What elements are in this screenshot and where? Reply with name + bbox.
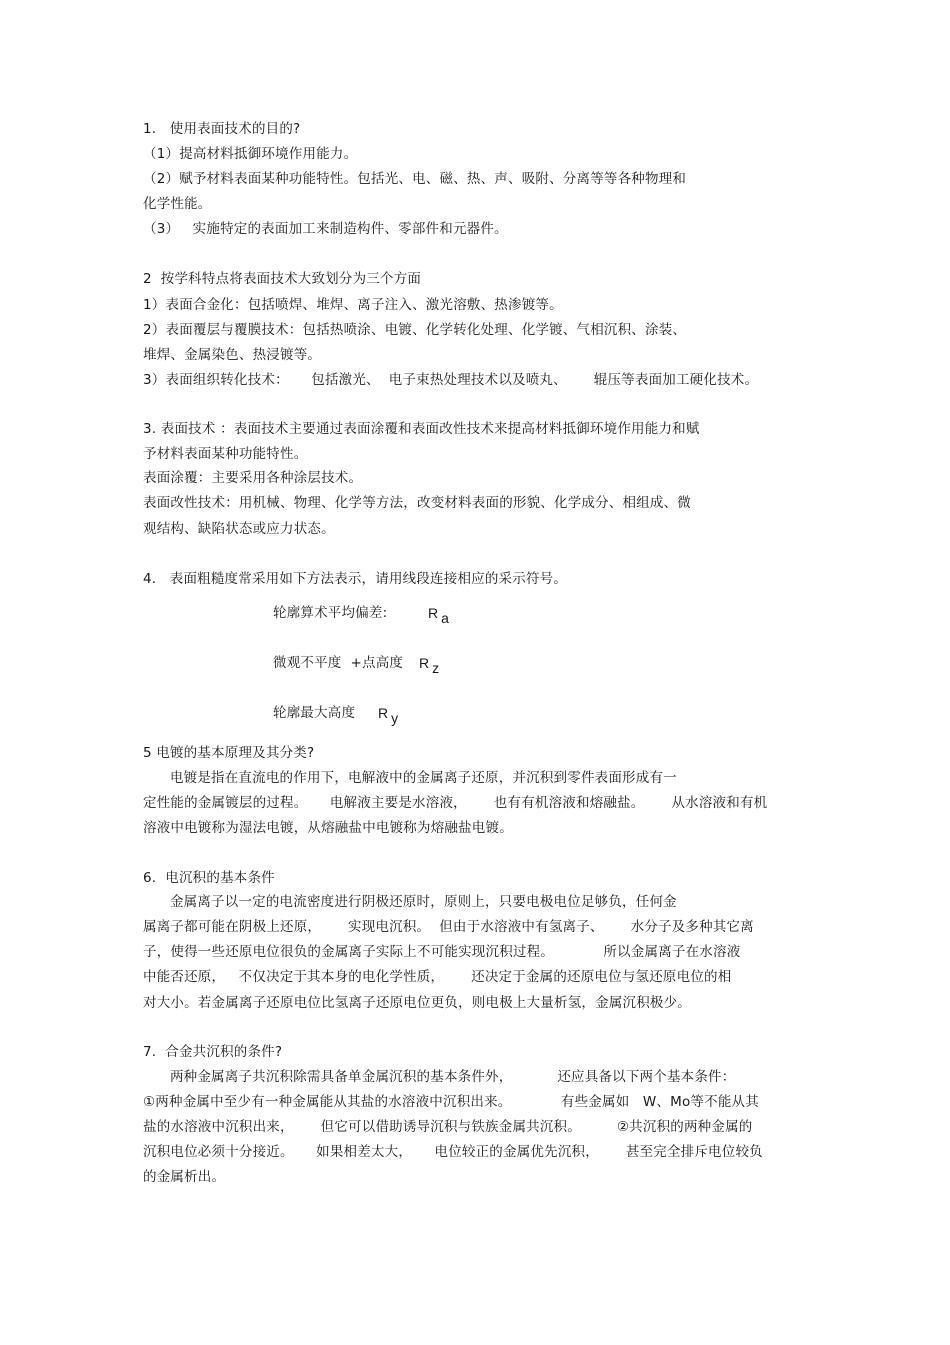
q6-line-4: 中能否还原， 不仅决定于其本身的电化学性质， 还决定于金属的还原电位与氢还原电位的相 [143, 969, 732, 985]
q1-line-1: （1）提高材料抵御环境作用能力。 [143, 146, 358, 162]
q6-line-3: 子，使得一些还原电位很负的金属离子实际上不可能实现沉积过程。 所以金属离子在水溶液 [143, 944, 741, 960]
q2-line-4: 3）表面组织转化技术： 包括激光、 电子束热处理技术以及喷丸、 辊压等表面加工硬化技术。 [143, 372, 759, 388]
q6-line-5: 对大小。若金属离子还原电位比氢离子还原电位更负，则电极上大量析氢，金属沉积极少。 [143, 995, 691, 1011]
q5-title: 5 电镀的基本原理及其分类? [143, 745, 315, 761]
q1-title: 1. 使用表面技术的目的? [143, 121, 301, 137]
q3-line-5: 观结构、缺陷状态或应力状态。 [143, 521, 335, 537]
roughness-symbol: R y [378, 705, 399, 726]
q2-title: 2 按学科特点将表面技术大致划分为三个方面 [143, 271, 422, 287]
q5-line-2: 定性能的金属镀层的过程。 电解液主要是水溶液， 也有有机溶液和熔融盐。 从水溶液和有机 [143, 795, 768, 811]
q2-line-2: 2）表面覆层与覆膜技术：包括热喷涂、电镀、化学转化处理、化学镀、气相沉积、涂装、 [143, 322, 687, 338]
q5-line-1: 电镀是指在直流电的作用下，电解液中的金属离子还原，并沉积到零件表面形成有一 [143, 770, 677, 786]
q6-line-1: 金属离子以一定的电流密度进行阴极还原时，原则上，只要电极电位足够负，任何金 [143, 894, 677, 910]
q7-line-1: 两种金属离子共沉积除需具备单金属沉积的基本条件外， 还应具备以下两个基本条件： [143, 1069, 736, 1085]
q6-title: 6. 电沉积的基本条件 [143, 870, 275, 886]
q2-line-1: 1）表面合金化：包括喷焊、堆焊、离子注入、激光溶敷、热渗镀等。 [143, 297, 563, 313]
q5-line-3: 溶液中电镀称为湿法电镀，从熔融盐中电镀称为熔融盐电镀。 [143, 820, 513, 836]
q4-item-label: 轮廓算术平均偏差: [273, 605, 388, 621]
q3-line-4: 表面改性技术：用机械、物理、化学等方法，改变材料表面的形貌、化学成分、相组成、微 [143, 495, 691, 511]
roughness-symbol: R a [428, 605, 449, 626]
q7-line-2: ①两种金属中至少有一种金属能从其盐的水溶液中沉积出来。 有些金属如 W、Mo等不能从其 [143, 1094, 759, 1110]
q1-line-3: 化学性能。 [143, 196, 212, 212]
q3-line-1: 3. 表面技术 ：表面技术主要通过表面涂覆和表面改性技术来提高材料抵御环境作用能力和赋 [143, 421, 700, 437]
q3-line-2: 予材料表面某种功能特性。 [143, 446, 308, 462]
roughness-symbol: R z [419, 655, 440, 676]
q4-title: 4. 表面粗糙度常采用如下方法表示，请用线段连接相应的采示符号。 [143, 571, 568, 587]
q7-line-4: 沉积电位必须十分接近。 如果相差太大， 电位较正的金属优先沉积， 甚至完全排斥电位较负 [143, 1144, 763, 1160]
q2-line-3: 堆焊、金属染色、热浸镀等。 [143, 347, 322, 363]
q1-line-2: （2）赋予材料表面某种功能特性。包括光、电、磁、热、声、吸附、分离等等各种物理和 [143, 171, 687, 187]
q4-item-label: 微观不平度 +点高度 [273, 655, 404, 671]
q7-line-3: 盐的水溶液中沉积出来， 但它可以借助诱导沉积与铁族金属共沉积。 ②共沉积的两种金属的 [143, 1119, 753, 1135]
q1-line-4: （3） 实施特定的表面加工来制造构件、零部件和元器件。 [143, 221, 508, 237]
q3-line-3: 表面涂覆：主要采用各种涂层技术。 [143, 470, 363, 486]
q7-line-5: 的金属析出。 [143, 1169, 226, 1185]
q7-title: 7. 合金共沉积的条件? [143, 1044, 283, 1060]
q4-item-label: 轮廓最大高度 [273, 705, 356, 721]
q6-line-2: 属离子都可能在阴极上还原， 实现电沉积。 但由于水溶液中有氢离子、 水分子及多种其它离 [143, 919, 754, 935]
